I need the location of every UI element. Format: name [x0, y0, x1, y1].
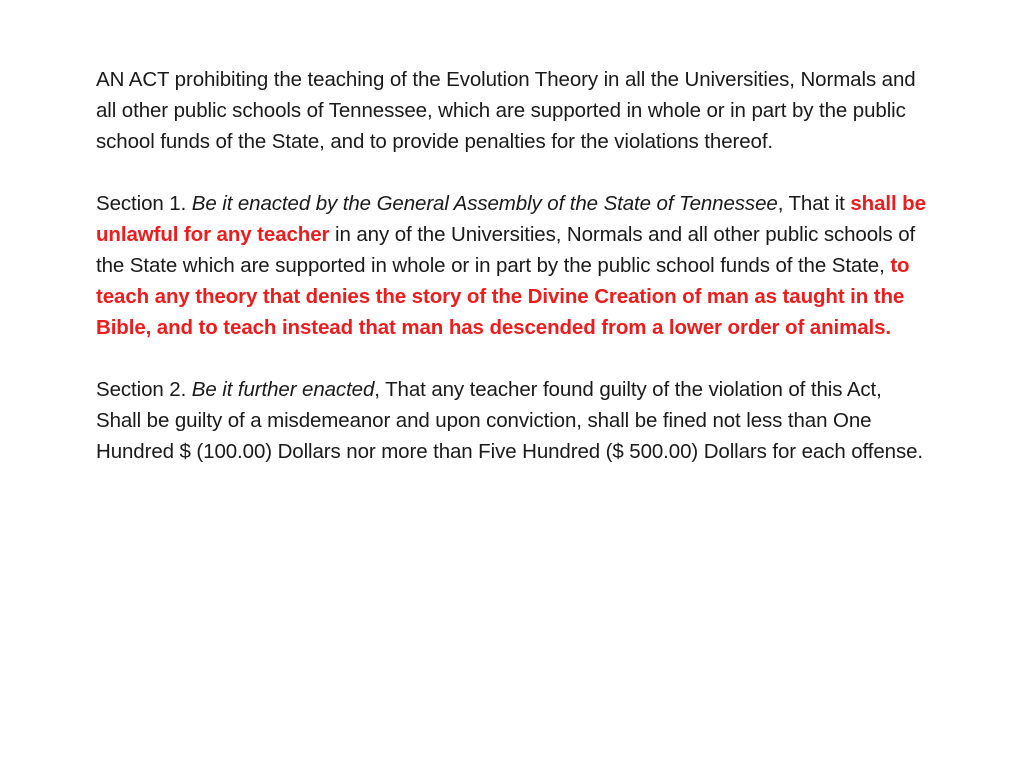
section-2-paragraph [96, 374, 926, 467]
section-2-label: Section 2. [96, 378, 192, 401]
section-2-text: , That any teacher found guilty of the violation of this Act, Shall be guilty of a misdemeanor and upon conviction, shall be fined not less than One Hundred $ (100.00) Dollars nor more than Five Hundred ($ 500.00) Dollars for each offense. [96, 378, 924, 463]
section-1-text-a: , That it [777, 192, 851, 215]
section-1-highlight-theory: to teach any theory that denies the story of the Divine Creation of man as taught in the Bible, and to teach instead that man has descended from a lower order of animals. [96, 254, 910, 339]
section-1-highlight-unlawful: shall be unlawful for any teacher [96, 192, 926, 246]
section-1-label: Section 1. [96, 192, 192, 215]
section-1-paragraph [96, 188, 926, 343]
section-1-text-b: in any of the Universities, Normals and all other public schools of the State which are supported in whole or in part by the public school funds of the State, [96, 223, 916, 277]
section-2-enacting-clause: Be it further enacted [191, 378, 375, 401]
act-preamble: AN ACT prohibiting the teaching of the Evolution Theory in all the Universities, Normals and all other public schools of Tennessee, which are supported in whole or in part by the public school funds of the State, and to provide penalties for the violations thereof. [96, 68, 916, 153]
slide-body [96, 64, 926, 498]
section-1-enacting-clause: Be it enacted by the General Assembly of the State of Tennessee [191, 192, 778, 215]
